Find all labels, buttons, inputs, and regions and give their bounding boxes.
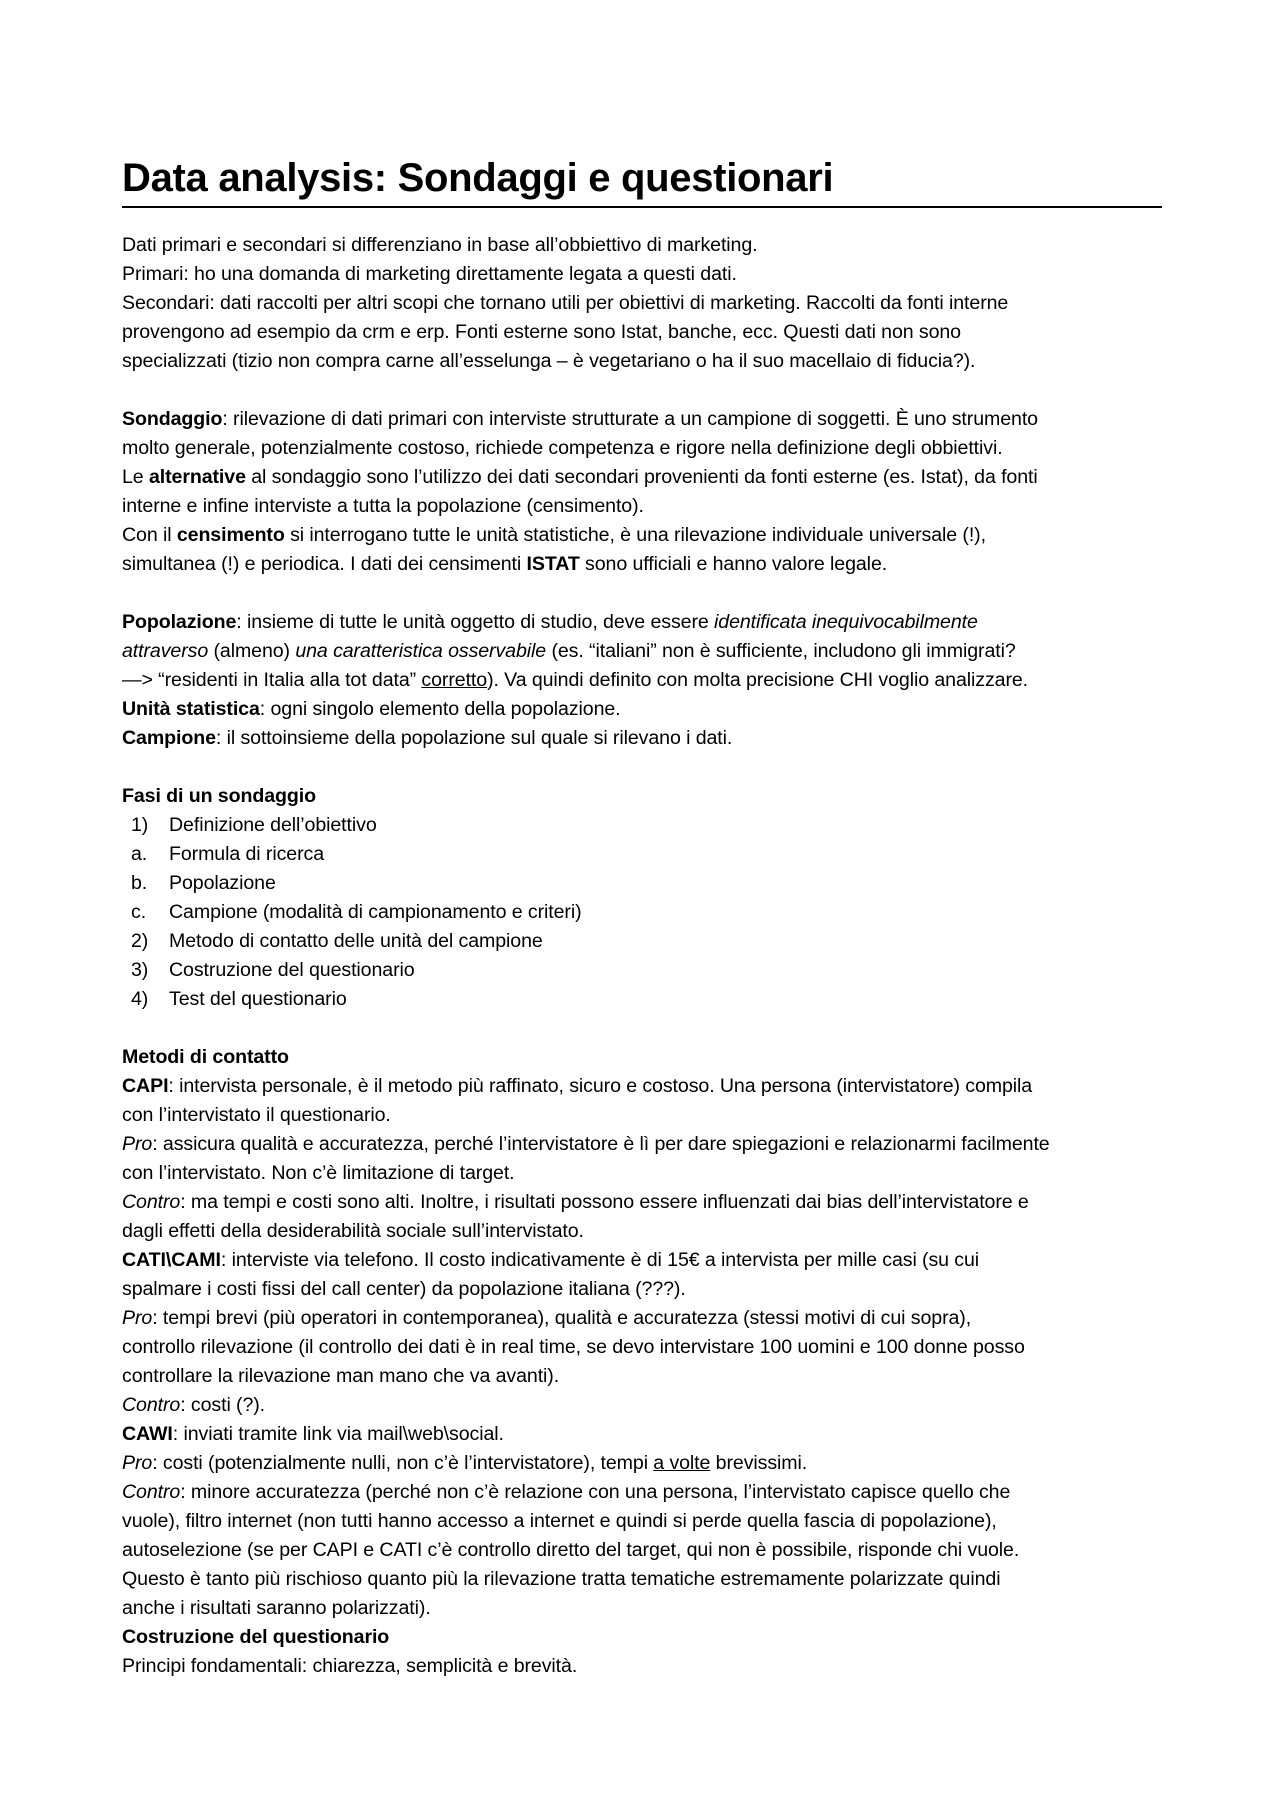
- term-cati-cami: CATI\CAMI: [122, 1249, 221, 1271]
- paragraph-line: Primari: ho una domanda di marketing direttamente legata a questi dati.: [122, 263, 737, 285]
- paragraph-line: Sondaggio: rilevazione di dati primari con interviste strutturate a un campione di soggetti. È uno strumento: [122, 408, 1038, 430]
- paragraph-line: autoselezione (se per CAPI e CATI c’è controllo diretto del target, qui non è possibile, risponde chi vuole.: [122, 1539, 1020, 1561]
- paragraph-line: Questo è tanto più rischioso quanto più la rilevazione tratta tematiche estremamente polarizzate quindi: [122, 1568, 1001, 1590]
- term-capi: CAPI: [122, 1075, 169, 1097]
- paragraph-line: CATI\CAMI: interviste via telefono. Il costo indicativamente è di 15€ a intervista per mille casi (su cui: [122, 1249, 980, 1271]
- list-item: c. Campione (modalità di campionamento e criteri): [131, 901, 582, 923]
- paragraph-line: provengono ad esempio da crm e erp. Fonti esterne sono Istat, banche, ecc. Questi dati non sono: [122, 321, 961, 343]
- list-item: b. Popolazione: [131, 872, 276, 894]
- term-unita-statistica: Unità statistica: [122, 698, 260, 720]
- paragraph-line: interne e infine interviste a tutta la popolazione (censimento).: [122, 495, 644, 517]
- list-item: 3) Costruzione del questionario: [131, 959, 415, 981]
- paragraph-line: anche i risultati saranno polarizzati).: [122, 1597, 431, 1619]
- paragraph-line: CAPI: intervista personale, è il metodo più raffinato, sicuro e costoso. Una persona (intervistatore) compila: [122, 1075, 1033, 1097]
- section-heading: Costruzione del questionario: [122, 1626, 390, 1648]
- paragraph-line: molto generale, potenzialmente costoso, richiede competenza e rigore nella definizione degli obbiettivi.: [122, 437, 1003, 459]
- list-item: 4) Test del questionario: [131, 988, 347, 1010]
- paragraph-line: Secondari: dati raccolti per altri scopi che tornano utili per obiettivi di marketing. Raccolti da fonti interne: [122, 292, 1009, 314]
- paragraph-line: Le alternative al sondaggio sono l’utilizzo dei dati secondari provenienti da fonti esterne (es. Istat), da fonti: [122, 466, 1038, 488]
- section-heading: Metodi di contatto: [122, 1046, 289, 1068]
- paragraph-line: Contro: minore accuratezza (perché non c’è relazione con una persona, l’intervistato capisce quello che: [122, 1481, 1011, 1503]
- paragraph-line: —> “residenti in Italia alla tot data” corretto). Va quindi definito con molta precisione CHI voglio analizzare.: [122, 669, 1029, 691]
- page-title: Data analysis: Sondaggi e questionari: [122, 156, 834, 200]
- paragraph-line: simultanea (!) e periodica. I dati dei censimenti ISTAT sono ufficiali e hanno valore legale.: [122, 553, 888, 575]
- list-item: 2) Metodo di contatto delle unità del campione: [131, 930, 543, 952]
- term-alternative: alternative: [148, 466, 246, 488]
- paragraph-line: CAWI: inviati tramite link via mail\web\social.: [122, 1423, 504, 1445]
- paragraph-line: controllare la rilevazione man mano che va avanti).: [122, 1365, 560, 1387]
- term-istat: ISTAT: [526, 553, 580, 575]
- paragraph-line: con l’intervistato il questionario.: [122, 1104, 391, 1126]
- paragraph-line: Campione: il sottoinsieme della popolazione sul quale si rilevano i dati.: [122, 727, 733, 749]
- list-item: 1) Definizione dell’obiettivo: [131, 814, 377, 836]
- paragraph-line: Pro: tempi brevi (più operatori in contemporanea), qualità e accuratezza (stessi motivi di cui sopra),: [122, 1307, 972, 1329]
- fasi-list: [122, 811, 1162, 1014]
- paragraph-line: Pro: assicura qualità e accuratezza, perché l’intervistatore è lì per dare spiegazioni e relazionarmi facilmente: [122, 1133, 1050, 1155]
- paragraph-line: Dati primari e secondari si differenziano in base all’obbiettivo di marketing.: [122, 234, 758, 256]
- term-popolazione: Popolazione: [122, 611, 237, 633]
- paragraph-line: Contro: ma tempi e costi sono alti. Inoltre, i risultati possono essere influenzati dai bias dell’intervistatore e: [122, 1191, 1029, 1213]
- paragraph-line: dagli effetti della desiderabilità sociale sull’intervistato.: [122, 1220, 584, 1242]
- paragraph-line: spalmare i costi fissi del call center) da popolazione italiana (???).: [122, 1278, 686, 1300]
- section-heading: Fasi di un sondaggio: [122, 785, 316, 807]
- document-body: [122, 231, 1162, 1681]
- term-sondaggio: Sondaggio: [122, 408, 223, 430]
- paragraph-line: specializzati (tizio non compra carne all’esselunga – è vegetariano o ha il suo macellaio di fiducia?).: [122, 350, 976, 372]
- paragraph-line: Contro: costi (?).: [122, 1394, 266, 1416]
- term-censimento: censimento: [176, 524, 285, 546]
- paragraph-line: Pro: costi (potenzialmente nulli, non c’è l’intervistatore), tempi a volte brevissimi.: [122, 1452, 808, 1474]
- list-item: a. Formula di ricerca: [131, 843, 324, 865]
- paragraph-line: Unità statistica: ogni singolo elemento della popolazione.: [122, 698, 621, 720]
- paragraph-line: controllo rilevazione (il controllo dei dati è in real time, se devo intervistare 100 uomini e 100 donne posso: [122, 1336, 1025, 1358]
- paragraph-line: Principi fondamentali: chiarezza, semplicità e brevità.: [122, 1655, 578, 1677]
- paragraph-line: con l’intervistato. Non c’è limitazione di target.: [122, 1162, 515, 1184]
- paragraph-line: attraverso (almeno) una caratteristica osservabile (es. “italiani” non è sufficiente, includono gli immigrati?: [122, 640, 1016, 662]
- term-campione: Campione: [122, 727, 216, 749]
- paragraph-line: vuole), filtro internet (non tutti hanno accesso a internet e quindi si perde quella fascia di popolazione),: [122, 1510, 997, 1532]
- paragraph-line: Con il censimento si interrogano tutte le unità statistiche, è una rilevazione individuale universale (!),: [122, 524, 986, 546]
- term-cawi: CAWI: [122, 1423, 173, 1445]
- paragraph-line: Popolazione: insieme di tutte le unità oggetto di studio, deve essere identificata inequivocabilmente: [122, 611, 978, 633]
- title-underline: [122, 206, 1162, 208]
